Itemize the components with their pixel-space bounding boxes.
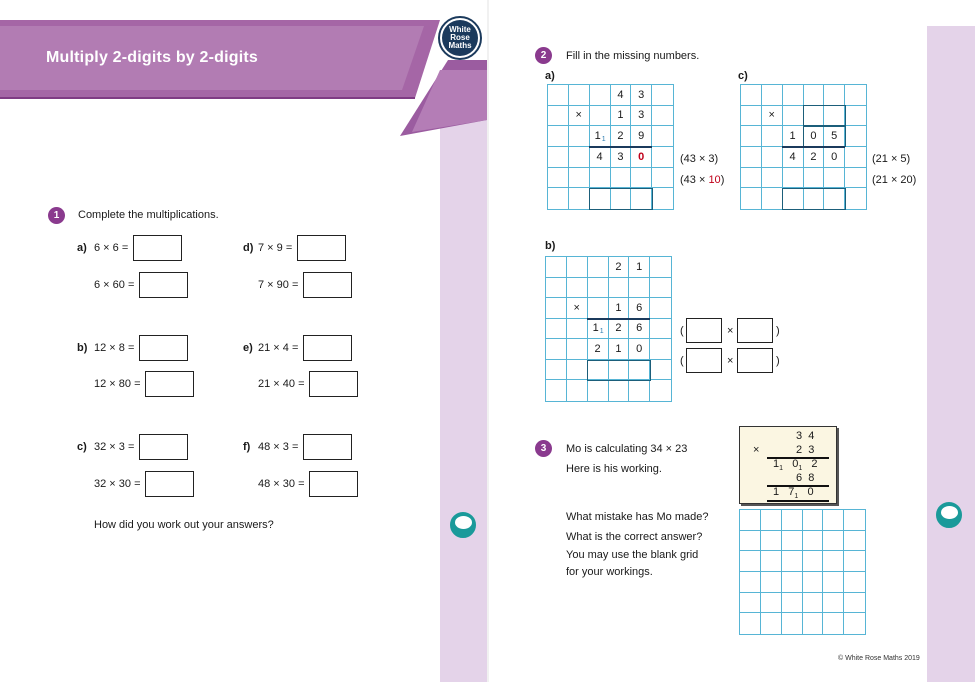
grid-cell: 0 xyxy=(631,147,652,168)
blank-grid-cell[interactable] xyxy=(740,531,761,552)
q2b-times-1: × xyxy=(727,325,734,337)
blank-grid-cell[interactable] xyxy=(761,572,782,593)
grid-cell xyxy=(652,168,673,189)
grid-cell: 1 xyxy=(609,298,630,319)
grid-cell xyxy=(631,168,652,189)
blank-grid-cell[interactable] xyxy=(823,510,844,531)
q1b-expression-2: 12 × 80 = xyxy=(94,378,141,390)
grid-cell xyxy=(650,298,671,319)
q3-line-1: Mo is calculating 34 × 23 xyxy=(566,443,688,455)
question-1-number: 1 xyxy=(48,207,65,224)
grid-cell xyxy=(588,298,609,319)
grid-cell xyxy=(548,106,569,127)
q2c-note-2: (21 × 20) xyxy=(872,174,917,186)
blank-grid-cell[interactable] xyxy=(761,551,782,572)
q1d-answer-box[interactable] xyxy=(297,235,346,261)
q2b-times-2: × xyxy=(727,355,734,367)
q2a-underline xyxy=(589,146,652,148)
grid-cell: 1 xyxy=(609,339,630,360)
grid-cell xyxy=(548,85,569,106)
question-2-number: 2 xyxy=(535,47,552,64)
grid-cell xyxy=(650,257,671,278)
grid-cell xyxy=(762,85,783,106)
grid-cell xyxy=(741,85,762,106)
grid-cell xyxy=(590,85,611,106)
grid-cell xyxy=(804,168,825,189)
grid-cell xyxy=(546,298,567,319)
grid-cell xyxy=(650,339,671,360)
q2c-note-1: (21 × 5) xyxy=(872,153,911,165)
q3-blank-working-grid[interactable] xyxy=(739,509,866,635)
grid-cell xyxy=(567,380,588,401)
blank-grid-cell[interactable] xyxy=(740,572,761,593)
grid-cell xyxy=(652,106,673,127)
q1f-answer-box-2[interactable] xyxy=(309,471,358,497)
grid-cell xyxy=(611,168,632,189)
q3-question-1: What mistake has Mo made? xyxy=(566,511,709,523)
grid-cell xyxy=(569,147,590,168)
q1c-expression: 32 × 3 = xyxy=(94,441,135,453)
q1a-answer-box[interactable] xyxy=(133,235,182,261)
grid-cell: 9 xyxy=(631,126,652,147)
grid-cell xyxy=(567,360,588,381)
blank-grid-cell[interactable] xyxy=(844,613,865,634)
q3-question-4: for your workings. xyxy=(566,566,653,578)
grid-cell xyxy=(762,168,783,189)
grid-cell xyxy=(845,147,866,168)
mo-row-4: 6 8 xyxy=(796,472,815,484)
grid-cell xyxy=(762,126,783,147)
page-title: Multiply 2-digits by 2-digits xyxy=(46,49,259,66)
grid-cell: 2 xyxy=(611,126,632,147)
grid-cell: 3 xyxy=(611,147,632,168)
grid-cell xyxy=(546,278,567,299)
grid-cell xyxy=(652,126,673,147)
q2c-underline xyxy=(782,146,845,148)
q2b-factor-box-3[interactable] xyxy=(686,348,722,373)
q2b-bracket-open-1: ( xyxy=(680,325,684,337)
grid-cell: 5 xyxy=(824,126,845,147)
q2a-note-2: (43 × 10) xyxy=(680,174,725,186)
grid-cell xyxy=(650,360,671,381)
grid-cell xyxy=(629,278,650,299)
discussion-speech-icon-2 xyxy=(934,500,964,530)
grid-cell xyxy=(741,168,762,189)
q1b-answer-box-2[interactable] xyxy=(145,371,194,397)
grid-cell: × xyxy=(567,298,588,319)
grid-cell xyxy=(845,85,866,106)
q1c-answer-box[interactable] xyxy=(139,434,188,460)
grid-cell xyxy=(762,188,783,209)
grid-cell: 1 xyxy=(783,126,804,147)
grid-cell xyxy=(609,380,630,401)
q2c-answer-cells[interactable] xyxy=(782,188,846,210)
q3-question-3: You may use the blank grid xyxy=(566,549,699,561)
q2b-underline xyxy=(587,318,650,320)
blank-grid-cell[interactable] xyxy=(740,593,761,614)
grid-cell xyxy=(569,168,590,189)
q1c-answer-box-2[interactable] xyxy=(145,471,194,497)
mo-row-2: 2 3 xyxy=(796,444,815,456)
grid-cell xyxy=(548,188,569,209)
grid-cell xyxy=(569,85,590,106)
grid-cell xyxy=(548,168,569,189)
grid-cell xyxy=(783,85,804,106)
q1f-answer-box[interactable] xyxy=(303,434,352,460)
blank-grid-cell[interactable] xyxy=(803,572,824,593)
blank-grid-cell[interactable] xyxy=(782,613,803,634)
blank-grid-cell[interactable] xyxy=(823,613,844,634)
blank-grid-cell[interactable] xyxy=(823,551,844,572)
grid-cell: 1 $_1$ xyxy=(590,126,611,147)
grid-cell xyxy=(609,278,630,299)
blank-grid-cell[interactable] xyxy=(782,551,803,572)
q2c-top-missing-cells[interactable] xyxy=(803,105,846,126)
q1e-answer-box[interactable] xyxy=(303,335,352,361)
grid-cell: 6 xyxy=(629,319,650,340)
q2b-factor-box-2[interactable] xyxy=(737,318,773,343)
mo-times-sign: × xyxy=(753,444,760,456)
grid-cell: 0 xyxy=(824,147,845,168)
grid-cell xyxy=(546,257,567,278)
right-margin-strip xyxy=(927,26,975,682)
copyright-text: © White Rose Maths 2019 xyxy=(838,655,920,662)
q1b-label: b) xyxy=(77,342,88,354)
blank-grid-cell[interactable] xyxy=(740,510,761,531)
grid-cell xyxy=(590,106,611,127)
q1-followup: How did you work out your answers? xyxy=(94,519,274,531)
q1e-expression: 21 × 4 = xyxy=(258,342,299,354)
q2c-label: c) xyxy=(738,70,748,82)
grid-cell xyxy=(845,106,866,127)
grid-cell: 4 xyxy=(590,147,611,168)
grid-cell xyxy=(741,106,762,127)
mo-line-3 xyxy=(767,500,829,502)
q1e-answer-box-2[interactable] xyxy=(309,371,358,397)
blank-grid-cell[interactable] xyxy=(782,572,803,593)
grid-cell: × xyxy=(762,106,783,127)
q1f-expression: 48 × 3 = xyxy=(258,441,299,453)
blank-grid-cell[interactable] xyxy=(844,551,865,572)
mo-row-5: 1 $7_1$ 0 xyxy=(773,486,814,501)
grid-cell xyxy=(741,147,762,168)
grid-cell xyxy=(650,278,671,299)
q2c-second-missing-cells[interactable] xyxy=(803,126,846,147)
question-2-prompt: Fill in the missing numbers. xyxy=(566,50,700,62)
q2b-bracket-close-1: ) xyxy=(776,325,780,337)
discussion-speech-icon xyxy=(448,510,478,540)
q1d-label: d) xyxy=(243,242,254,254)
q1d-expression: 7 × 9 = xyxy=(258,242,293,254)
grid-cell: 3 xyxy=(631,106,652,127)
grid-cell xyxy=(652,85,673,106)
grid-cell xyxy=(567,257,588,278)
grid-cell xyxy=(588,380,609,401)
grid-cell xyxy=(546,380,567,401)
grid-cell: 4 xyxy=(783,147,804,168)
q1d-expression-2: 7 × 90 = xyxy=(258,279,299,291)
grid-cell xyxy=(546,339,567,360)
blank-grid-cell[interactable] xyxy=(761,593,782,614)
grid-cell xyxy=(588,278,609,299)
grid-cell xyxy=(588,257,609,278)
q2b-answer-cells[interactable] xyxy=(587,360,651,381)
q1c-label: c) xyxy=(77,441,87,453)
q2b-label: b) xyxy=(545,240,556,252)
q1e-expression-2: 21 × 40 = xyxy=(258,378,305,390)
grid-cell: 2 xyxy=(804,147,825,168)
q1f-expression-2: 48 × 30 = xyxy=(258,478,305,490)
grid-cell xyxy=(567,319,588,340)
blank-grid-cell[interactable] xyxy=(740,613,761,634)
q1f-label: f) xyxy=(243,441,251,453)
grid-cell xyxy=(804,85,825,106)
q1a-expression: 6 × 6 = xyxy=(94,242,129,254)
grid-cell: 1 xyxy=(629,257,650,278)
question-3-number: 3 xyxy=(535,440,552,457)
grid-cell xyxy=(741,126,762,147)
q2b-bracket-close-2: ) xyxy=(776,355,780,367)
grid-cell xyxy=(783,106,804,127)
grid-cell xyxy=(567,339,588,360)
grid-cell xyxy=(741,188,762,209)
grid-cell xyxy=(845,168,866,189)
question-1-prompt: Complete the multiplications. xyxy=(78,209,219,221)
blank-grid-cell[interactable] xyxy=(844,531,865,552)
grid-cell xyxy=(652,147,673,168)
grid-cell: 0 xyxy=(629,339,650,360)
q1b-expression: 12 × 8 = xyxy=(94,342,135,354)
grid-cell xyxy=(567,278,588,299)
grid-cell: 2 xyxy=(588,339,609,360)
q1a-answer-box-2[interactable] xyxy=(139,272,188,298)
q2b-factor-box-1[interactable] xyxy=(686,318,722,343)
q1b-answer-box[interactable] xyxy=(139,335,188,361)
blank-grid-cell[interactable] xyxy=(782,510,803,531)
blank-grid-cell[interactable] xyxy=(761,613,782,634)
grid-cell: 1 xyxy=(611,106,632,127)
grid-cell xyxy=(762,147,783,168)
q2a-answer-cells[interactable] xyxy=(589,188,653,210)
grid-cell xyxy=(824,85,845,106)
grid-cell: 0 xyxy=(804,126,825,147)
q2b-bracket-open-2: ( xyxy=(680,355,684,367)
grid-cell xyxy=(652,188,673,209)
q2b-factor-box-4[interactable] xyxy=(737,348,773,373)
grid-cell: 3 xyxy=(631,85,652,106)
q1e-label: e) xyxy=(243,342,253,354)
grid-cell xyxy=(548,126,569,147)
q1a-label: a) xyxy=(77,242,87,254)
blank-grid-cell[interactable] xyxy=(844,572,865,593)
grid-cell: 2 xyxy=(609,257,630,278)
q1d-answer-box-2[interactable] xyxy=(303,272,352,298)
grid-cell: 1 $_1$ xyxy=(588,319,609,340)
q2a-label: a) xyxy=(545,70,555,82)
mo-row-3: $1_1$ $0_1$ 2 xyxy=(773,458,818,473)
blank-grid-cell[interactable] xyxy=(823,531,844,552)
blank-grid-cell[interactable] xyxy=(823,593,844,614)
blank-grid-cell[interactable] xyxy=(803,593,824,614)
blank-grid-cell[interactable] xyxy=(761,531,782,552)
blank-grid-cell[interactable] xyxy=(803,531,824,552)
grid-cell xyxy=(824,168,845,189)
q1c-expression-2: 32 × 30 = xyxy=(94,478,141,490)
blank-grid-cell[interactable] xyxy=(844,593,865,614)
q2a-note-1: (43 × 3) xyxy=(680,153,719,165)
blank-grid-cell[interactable] xyxy=(803,510,824,531)
blank-grid-cell[interactable] xyxy=(740,551,761,572)
blank-grid-cell[interactable] xyxy=(844,510,865,531)
grid-cell xyxy=(845,126,866,147)
white-rose-maths-logo: White Rose Maths xyxy=(438,16,482,60)
grid-cell: 6 xyxy=(629,298,650,319)
grid-cell xyxy=(569,188,590,209)
blank-grid-cell[interactable] xyxy=(803,613,824,634)
grid-cell xyxy=(590,168,611,189)
grid-cell: × xyxy=(569,106,590,127)
grid-cell xyxy=(783,168,804,189)
grid-cell xyxy=(650,319,671,340)
q3-line-2: Here is his working. xyxy=(566,463,662,475)
grid-cell xyxy=(546,319,567,340)
q3-question-2: What is the correct answer? xyxy=(566,531,703,543)
grid-cell xyxy=(629,380,650,401)
grid-cell xyxy=(546,360,567,381)
title-banner xyxy=(0,0,490,140)
q1a-expression-2: 6 × 60 = xyxy=(94,279,135,291)
grid-cell xyxy=(548,147,569,168)
mo-working-card xyxy=(739,426,837,504)
grid-cell xyxy=(650,380,671,401)
grid-cell: 2 xyxy=(609,319,630,340)
blank-grid-cell[interactable] xyxy=(823,572,844,593)
blank-grid-cell[interactable] xyxy=(761,510,782,531)
blank-grid-cell[interactable] xyxy=(803,551,824,572)
grid-cell xyxy=(845,188,866,209)
left-margin-strip xyxy=(440,120,487,682)
blank-grid-cell[interactable] xyxy=(782,593,803,614)
grid-cell xyxy=(569,126,590,147)
grid-cell: 4 xyxy=(611,85,632,106)
blank-grid-cell[interactable] xyxy=(782,531,803,552)
mo-row-1: 3 4 xyxy=(796,430,815,442)
